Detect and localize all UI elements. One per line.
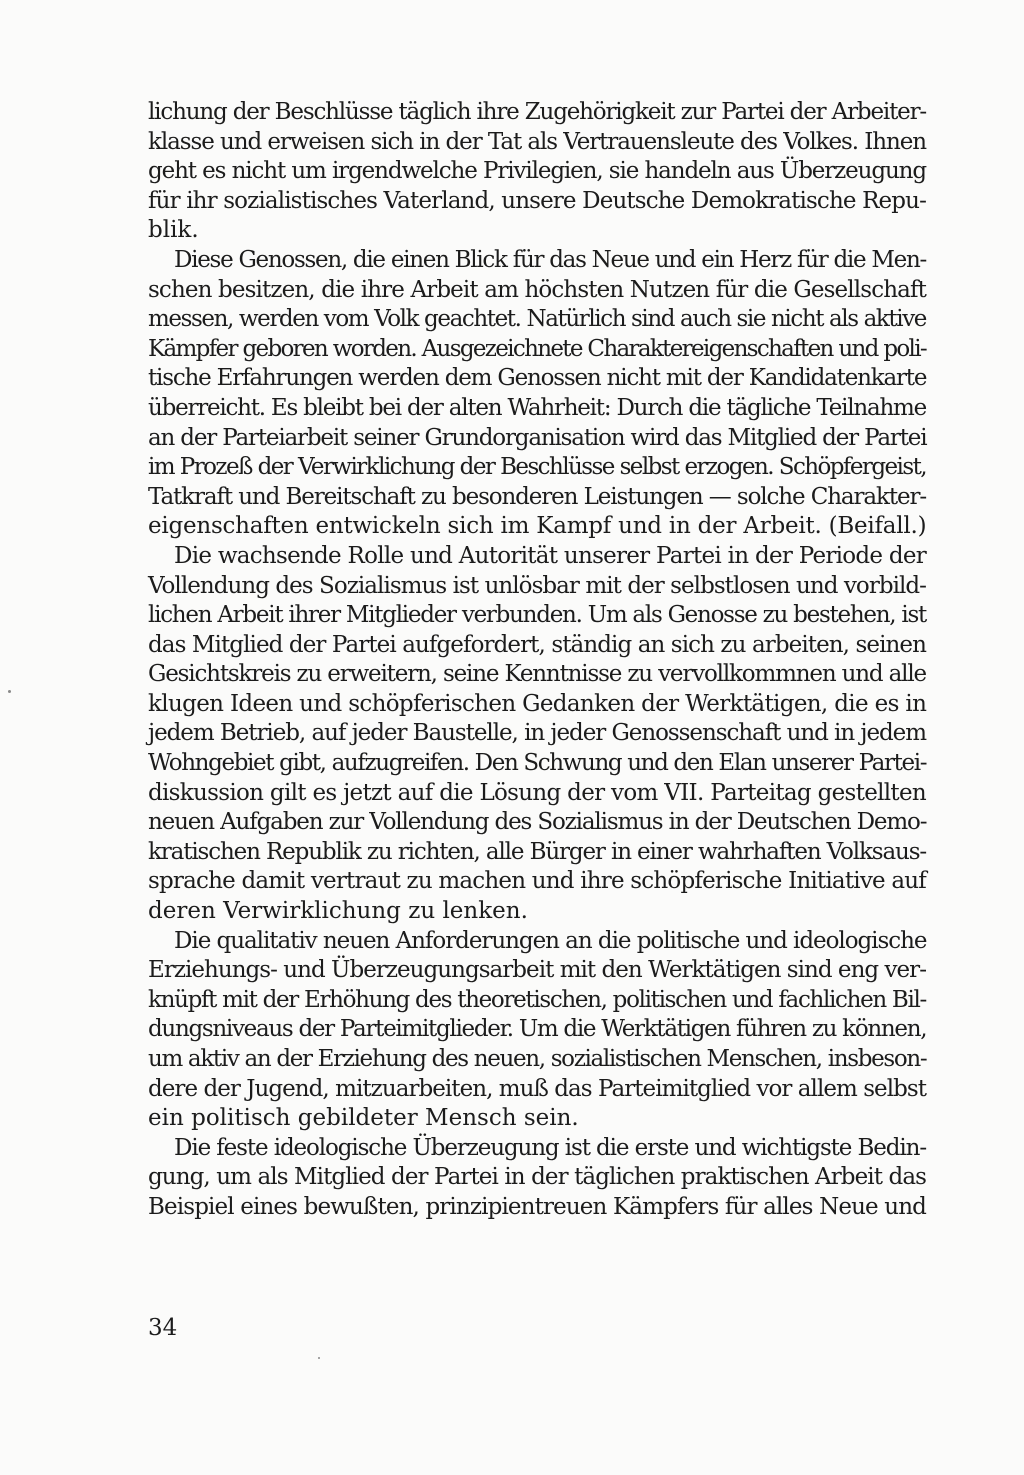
page-number: 34 <box>148 1315 178 1341</box>
text-line: geht es nicht um irgendwelche Privilegien, sie handeln aus Überzeugung <box>148 158 926 185</box>
body-text <box>148 98 926 1223</box>
text-line: Tatkraft und Bereitschaft zu besonderen Leistungen — solche Charakter- <box>148 483 926 510</box>
text-line: um aktiv an der Erziehung des neuen, sozialistischen Menschen, insbeson- <box>148 1046 927 1072</box>
scan-speck <box>8 690 11 693</box>
text-line: Vollendung des Sozialismus ist unlösbar mit der selbstlosen und vorbild- <box>148 572 926 599</box>
text-line: für ihr sozialistisches Vaterland, unsere Deutsche Demokratische Repu- <box>148 187 926 214</box>
text-line: diskussion gilt es jetzt auf die Lösung der vom VII. Parteitag gestellten <box>148 779 926 806</box>
paragraph <box>148 1134 926 1223</box>
paragraph <box>148 246 926 542</box>
text-line: gung, um als Mitglied der Partei in der täglichen praktischen Arbeit das <box>148 1164 926 1191</box>
text-line: klasse und erweisen sich in der Tat als Vertrauensleute des Volkes. Ihnen <box>148 128 926 155</box>
text-line: Wohngebiet gibt, aufzugreifen. Den Schwung und den Elan unserer Partei- <box>148 750 927 777</box>
text-line: sprache damit vertraut zu machen und ihre schöpferische Initiative auf <box>148 868 926 895</box>
text-line: Diese Genossen, die einen Blick für das Neue und ein Herz für die Men- <box>174 246 926 273</box>
paragraph <box>148 927 926 1134</box>
text-line: kratischen Republik zu richten, alle Bürger in einer wahrhaften Volksaus- <box>148 838 926 865</box>
text-line: im Prozeß der Verwirklichung der Beschlüsse selbst erzogen. Schöpfergeist, <box>148 454 926 481</box>
text-line: lichung der Beschlüsse täglich ihre Zugehörigkeit zur Partei der Arbeiter- <box>148 99 926 125</box>
text-line: lichen Arbeit ihrer Mitglieder verbunden. Um als Genosse zu bestehen, ist <box>148 602 926 629</box>
text-line: an der Parteiarbeit seiner Grundorganisation wird das Mitglied der Partei <box>148 424 927 451</box>
text-line: Die wachsende Rolle und Autorität unserer Partei in der Periode der <box>174 542 926 569</box>
text-line: klugen Ideen und schöpferischen Gedanken der Werktätigen, die es in <box>148 690 927 717</box>
text-line: das Mitglied der Partei aufgefordert, ständig an sich zu arbeiten, seinen <box>148 631 926 658</box>
text-line: Die feste ideologische Überzeugung ist die erste und wichtigste Bedin- <box>174 1134 926 1161</box>
text-line: deren Verwirklichung zu lenken. <box>148 898 528 925</box>
text-line: Erziehungs- und Überzeugungsarbeit mit den Werktätigen sind eng ver- <box>148 957 926 984</box>
text-line: dungsniveaus der Parteimitglieder. Um die Werktätigen führen zu können, <box>148 1016 927 1043</box>
paragraph <box>148 98 926 246</box>
text-line: schen besitzen, die ihre Arbeit am höchsten Nutzen für die Gesellschaft <box>148 276 926 303</box>
text-line: Gesichtskreis zu erweitern, seine Kenntnisse zu vervollkommnen und alle <box>148 661 926 688</box>
text-line: Kämpfer geboren worden. Ausgezeichnete Charaktereigenschaften und poli- <box>148 335 926 362</box>
text-line: neuen Aufgaben zur Vollendung des Sozialismus in der Deutschen Demo- <box>148 809 927 836</box>
text-line: knüpft mit der Erhöhung des theoretischen, politischen und fachlichen Bil- <box>148 986 926 1013</box>
text-line: dere der Jugend, mitzuarbeiten, muß das Parteimitglied vor allem selbst <box>148 1075 926 1102</box>
text-line: Die qualitativ neuen Anforderungen an die politische und ideologische <box>174 927 927 954</box>
scan-speck <box>318 1357 320 1359</box>
text-line: jedem Betrieb, auf jeder Baustelle, in jeder Genossenschaft und in jedem <box>148 720 926 747</box>
text-line: tische Erfahrungen werden dem Genossen nicht mit der Kandidatenkarte <box>148 365 927 392</box>
text-line: blik. <box>148 217 199 244</box>
text-line: messen, werden vom Volk geachtet. Natürlich sind auch sie nicht als aktive <box>148 306 926 333</box>
text-line: überreicht. Es bleibt bei der alten Wahrheit: Durch die tägliche Teilnahme <box>148 394 926 421</box>
paragraph <box>148 542 926 927</box>
text-line: Beispiel eines bewußten, prinzipientreuen Kämpfers für alles Neue und <box>148 1193 926 1220</box>
text-line: ein politisch gebildeter Mensch sein. <box>148 1105 579 1132</box>
text-line: eigenschaften entwickeln sich im Kampf und in der Arbeit. (Beifall.) <box>148 513 927 540</box>
